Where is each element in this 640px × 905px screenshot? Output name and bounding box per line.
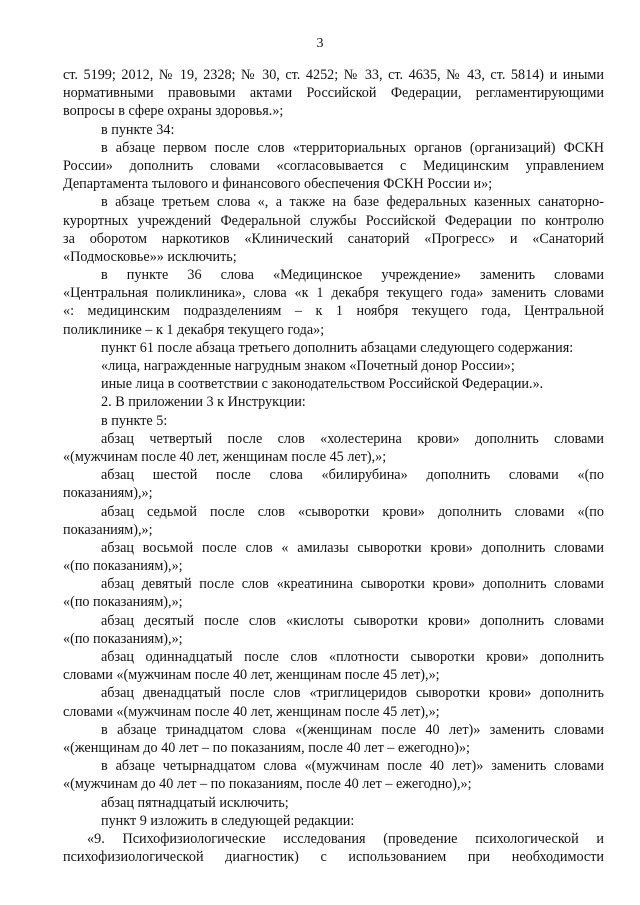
text-line: словами «(мужчинам после 40 лет, женщинам после 45 лет),»; [63,703,440,720]
text-line: «(мужчинам после 40 лет, женщинам после 45 лет),»; [63,448,387,465]
text-line: Департамента тылового и финансового обеспечения ФСКН России и»; [63,176,493,193]
text-line: в пункте 5: [101,412,168,429]
text-line: в абзаце первом после слов «территориальных органов (организаций) ФСКН [101,139,604,156]
text-line: абзац четвертый после слов «холестерина крови» дополнить словами [101,430,604,447]
text-line: показаниям),»; [63,521,153,538]
text-line: психофизиологической диагностик) с использованием при необходимости [63,849,604,866]
text-line: «(по показаниям),»; [63,558,183,575]
text-line: «(по показаниям),»; [63,594,183,611]
text-line: «(по показаниям),»; [63,630,183,647]
text-line: иные лица в соответствии с законодательством Российской Федерации.». [101,376,544,393]
text-line: «Центральная поликлиника», слова «к 1 декабря текущего года» заменить словами [63,285,604,302]
text-line: абзац двенадцатый после слов «триглицеридов сыворотки крови» дополнить [101,685,604,702]
text-line: пункт 9 изложить в следующей редакции: [101,812,355,829]
text-line: курортных учреждений Федеральной службы Российской Федерации по контролю [63,212,604,229]
text-line: абзац седьмой после слов «сыворотки крови» дополнить словами «(по [101,503,604,520]
text-line: России» дополнить словами «согласовывается с Медицинским управлением [63,157,604,174]
text-line: «9. Психофизиологические исследования (проведение психологической и [87,830,604,847]
text-line: поликлинике – к 1 декабря текущего года»; [63,321,325,338]
text-line: «Подмосковье»» исключить; [63,248,237,265]
text-line: «: медицинским подразделениям – к 1 ноября текущего года, Центральной [63,303,604,320]
text-line: «лица, награжденные нагрудным знаком «Почетный донор России»; [101,358,515,374]
text-line: в абзаце третьем слова «, а также на базе федеральных казенных санаторно- [101,194,604,211]
text-line: в пункте 36 слова «Медицинское учреждение» заменить словами [101,267,604,284]
text-line: «(мужчинам до 40 лет – по показаниям, после 40 лет – ежегодно),»; [63,776,472,793]
text-line: абзац шестой после слова «билирубина» дополнить словами «(по [101,467,604,484]
text-line: в абзаце тринадцатом слова «(женщинам после 40 лет)» заменить словами [101,721,604,738]
text-line: абзац пятнадцатый исключить; [101,794,289,811]
text-line: словами «(мужчинам после 40 лет, женщинам после 45 лет),»; [63,667,440,684]
text-line: абзац одиннадцатый после слов «плотности сыворотки крови» дополнить [101,649,604,665]
text-line: в пункте 34: [101,121,175,138]
text-line: в абзаце четырнадцатом слова «(мужчинам после 40 лет)» заменить словами [101,758,604,775]
text-line: показаниям),»; [63,485,153,502]
text-line: за оборотом наркотиков «Клинический санаторий «Прогресс» и «Санаторий [63,230,604,247]
text-line: абзац десятый после слов «кислоты сыворотки крови» дополнить словами [101,612,604,629]
text-line: вопросы в сфере охраны здоровья.»; [63,103,284,120]
text-line: «(женщинам до 40 лет – по показаниям, после 40 лет – ежегодно)»; [63,739,470,756]
text-line: нормативными правовыми актами Российской Федерации, регламентирующими [63,85,604,102]
document-body [63,66,604,866]
text-line: абзац восьмой после слов « амилазы сыворотки крови» дополнить словами [101,539,604,556]
text-line: пункт 61 после абзаца третьего дополнить абзацами следующего содержания: [101,339,574,356]
text-line: 2. В приложении 3 к Инструкции: [101,394,306,411]
text-line: абзац девятый после слов «креатинина сыворотки крови» дополнить словами [101,576,604,593]
text-line: ст. 5199; 2012, № 19, 2328; № 30, ст. 4252; № 33, ст. 4635, № 43, ст. 5814) и иными [63,67,604,83]
page-number: 3 [316,36,324,51]
